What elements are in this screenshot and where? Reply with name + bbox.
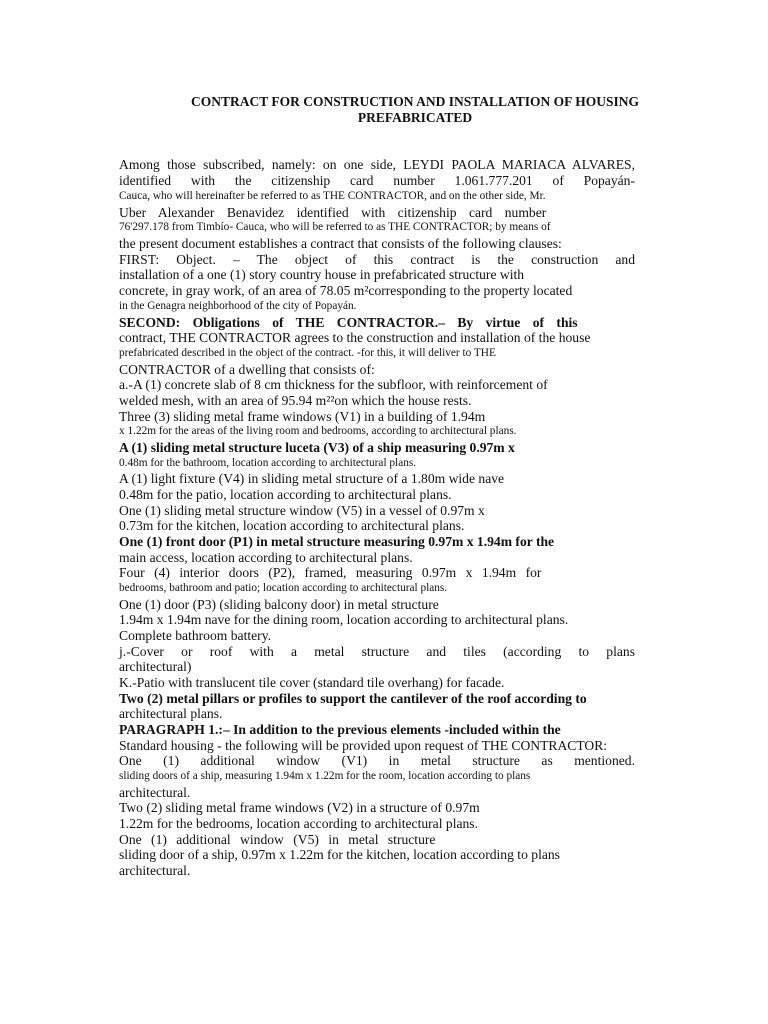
text-line: One (1) additional window (V1) in metal structure as mentioned.	[119, 753, 635, 768]
text-line: contract, THE CONTRACTOR agrees to the construction and installation of the house	[119, 330, 591, 345]
text-line: concrete, in gray work, of an area of 78.05 m²corresponding to the property located	[119, 283, 573, 298]
text-line: architectural)	[119, 659, 192, 674]
text-line: sliding door of a ship, 0.97m x 1.22m for the kitchen, location according to plans	[119, 847, 560, 862]
text-line: One (1) door (P3) (sliding balcony door) in metal structure	[119, 597, 439, 612]
text-line: 0.48m for the patio, location according to architectural plans.	[119, 487, 452, 502]
text-line: sliding doors of a ship, measuring 1.94m x 1.22m for the room, location according to plans	[119, 770, 531, 782]
title-line-2: PREFABRICATED	[357, 110, 473, 125]
text-line: bedrooms, bathroom and patio; location according to architectural plans.	[119, 582, 448, 594]
text-line: One (1) additional window (V5) in metal structure	[119, 832, 436, 847]
text-line: FIRST: Object. – The object of this contract is the construction and	[119, 252, 635, 267]
text-line: Complete bathroom battery.	[119, 628, 272, 643]
text-line: Standard housing - the following will be provided upon request of THE CONTRACTOR:	[119, 738, 608, 753]
text-line: 76'297.178 from Timbío- Cauca, who will be referred to as THE CONTRACTOR; by means of	[119, 221, 551, 233]
text-line: installation of a one (1) story country house in prefabricated structure with	[119, 267, 525, 282]
text-line: welded mesh, with an area of 95.94 m²²on which the house rests.	[119, 393, 472, 408]
text-line: j.-Cover or roof with a metal structure and tiles (according to plans	[119, 644, 635, 659]
text-line: One (1) front door (P1) in metal structure measuring 0.97m x 1.94m for the	[119, 534, 555, 549]
text-line: 1.94m x 1.94m nave for the dining room, location according to architectural plans.	[119, 612, 569, 627]
text-line: in the Genagra neighborhood of the city of Popayán.	[119, 300, 357, 312]
text-line: Two (2) sliding metal frame windows (V2) in a structure of 0.97m	[119, 800, 480, 815]
text-line: Cauca, who will hereinafter be referred to as THE CONTRACTOR, and on the other side, Mr.	[119, 190, 546, 202]
text-line: a.-A (1) concrete slab of 8 cm thickness for the subfloor, with reinforcement of	[119, 377, 548, 392]
text-line: A (1) sliding metal structure luceta (V3) of a ship measuring 0.97m x	[119, 440, 515, 455]
text-line: K.-Patio with translucent tile cover (standard tile overhang) for facade.	[119, 675, 505, 690]
text-line: CONTRACTOR of a dwelling that consists of:	[119, 362, 375, 377]
text-line: A (1) light fixture (V4) in sliding metal structure of a 1.80m wide nave	[119, 471, 505, 486]
text-line: prefabricated described in the object of the contract. -for this, it will deliver to THE	[119, 347, 496, 359]
text-line: 0.48m for the bathroom, location according to architectural plans.	[119, 457, 417, 469]
text-line: identified with the citizenship card number 1.061.777.201 of Popayán-	[119, 173, 635, 188]
document-title	[120, 94, 710, 126]
text-line: the present document establishes a contract that consists of the following clauses:	[119, 236, 562, 251]
text-line: SECOND: Obligations of THE CONTRACTOR.– By virtue of this	[119, 315, 578, 330]
text-line: Two (2) metal pillars or profiles to support the cantilever of the roof according to	[119, 691, 587, 706]
text-line: One (1) sliding metal structure window (V5) in a vessel of 0.97m x	[119, 503, 485, 518]
text-line: Three (3) sliding metal frame windows (V1) in a building of 1.94m	[119, 409, 486, 424]
text-line: x 1.22m for the areas of the living room and bedrooms, according to architectural plans.	[119, 425, 517, 437]
title-line-1: CONTRACT FOR CONSTRUCTION AND INSTALLATION OF HOUSING	[190, 94, 640, 109]
text-line: 0.73m for the kitchen, location according to architectural plans.	[119, 518, 465, 533]
text-line: PARAGRAPH 1.:– In addition to the previous elements -included within the	[119, 722, 561, 737]
text-line: Four (4) interior doors (P2), framed, measuring 0.97m x 1.94m for	[119, 565, 542, 580]
text-line: 1.22m for the bedrooms, location according to architectural plans.	[119, 816, 478, 831]
text-line: architectural.	[119, 785, 191, 800]
text-line: architectural plans.	[119, 706, 223, 721]
text-line: main access, location according to architectural plans.	[119, 550, 413, 565]
text-line: Uber Alexander Benavidez identified with citizenship card number	[119, 205, 547, 220]
text-line: Among those subscribed, namely: on one side, LEYDI PAOLA MARIACA ALVARES,	[119, 157, 635, 172]
text-line: architectural.	[119, 863, 191, 878]
